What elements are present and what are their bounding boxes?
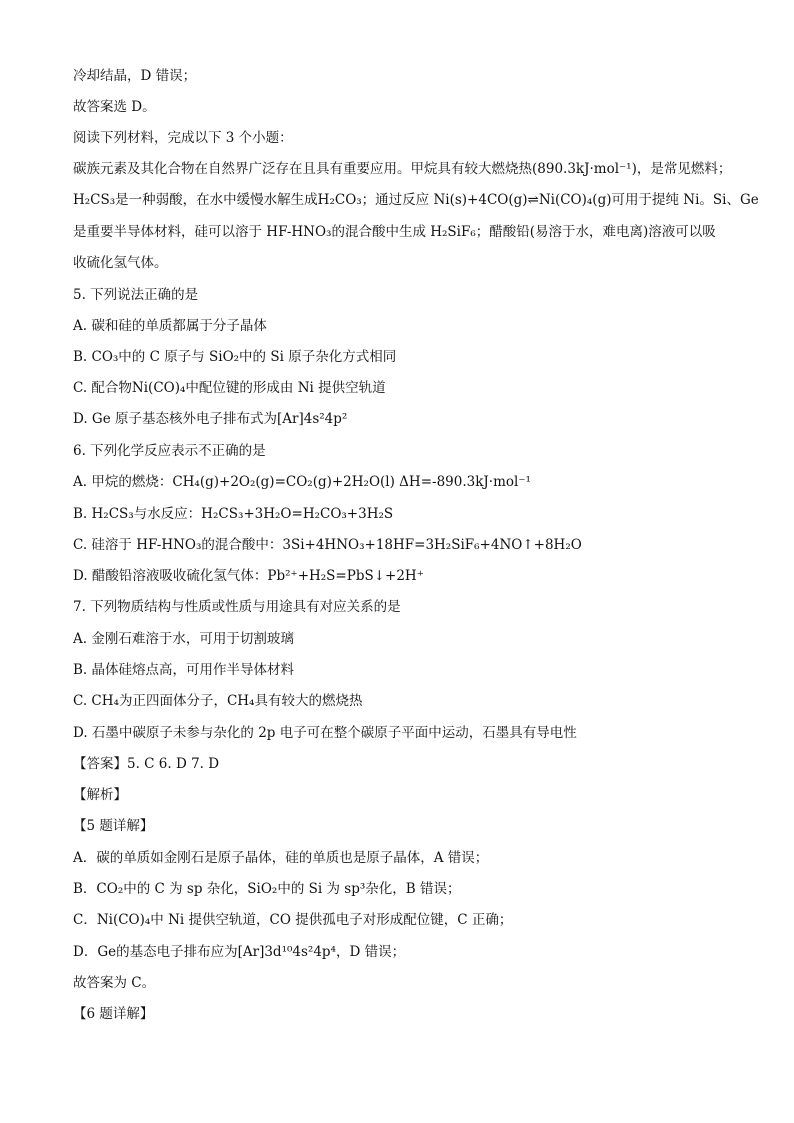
text-line: 故答案选 D。 bbox=[73, 99, 156, 115]
explanation-line: C．Ni(CO)₄中 Ni 提供空轨道，CO 提供孤电子对形成配位键，C 正确； bbox=[73, 912, 513, 928]
option-line: A. 碳和硅的单质都属于分子晶体 bbox=[73, 318, 267, 334]
option-line: D. 醋酸铅溶液吸收硫化氢气体：Pb²⁺+H₂S=PbS↓+2H⁺ bbox=[73, 568, 424, 584]
explanation-line: B．CO₂中的 C 为 sp 杂化，SiO₂中的 Si 为 sp³杂化，B 错误； bbox=[73, 881, 461, 897]
text-line: 冷却结晶，D 错误； bbox=[73, 68, 197, 84]
option-line: B. H₂CS₃与水反应：H₂CS₃+3H₂O=H₂CO₃+3H₂S bbox=[73, 506, 394, 522]
text-line: 是重要半导体材料，硅可以溶于 HF-HNO₃的混合酸中生成 H₂SiF₆；醋酸铅(易溶于水，难电离)溶液可以吸 bbox=[73, 224, 716, 240]
option-line: B. CO₃中的 C 原子与 SiO₂中的 Si 原子杂化方式相同 bbox=[73, 349, 397, 365]
option-line: D. Ge 原子基态核外电子排布式为[Ar]4s²4p² bbox=[73, 411, 348, 427]
text-line: 碳族元素及其化合物在自然界广泛存在且具有重要应用。甲烷具有较大燃烧热(890.3kJ·mol⁻¹)，是常见燃料； bbox=[73, 161, 732, 177]
option-line: D. 石墨中碳原子未参与杂化的 2p 电子可在整个碳原子平面中运动，石墨具有导电性 bbox=[73, 725, 577, 741]
option-line: C. 硅溶于 HF-HNO₃的混合酸中：3Si+4HNO₃+18HF=3H₂SiF₆+4NO↑+8H₂O bbox=[73, 537, 582, 553]
option-line: B. 晶体硅熔点高，可用作半导体材料 bbox=[73, 662, 295, 678]
section-heading: 【5 题详解】 bbox=[73, 818, 154, 834]
option-line: C. CH₄为正四面体分子，CH₄具有较大的燃烧热 bbox=[73, 693, 363, 709]
text-line: 阅读下列材料，完成以下 3 个小题： bbox=[73, 130, 293, 146]
question-stem: 7. 下列物质结构与性质或性质与用途具有对应关系的是 bbox=[73, 599, 401, 615]
question-stem: 5. 下列说法正确的是 bbox=[73, 287, 199, 303]
explanation-line: A．碳的单质如金刚石是原子晶体，硅的单质也是原子晶体，A 错误； bbox=[73, 850, 489, 866]
option-line: C. 配合物Ni(CO)₄中配位键的形成由 Ni 提供空轨道 bbox=[73, 380, 386, 396]
question-stem: 6. 下列化学反应表示不正确的是 bbox=[73, 443, 266, 459]
explanation-line: 故答案为 C。 bbox=[73, 975, 156, 991]
text-line: H₂CS₃是一种弱酸，在水中缓慢水解生成H₂CO₃；通过反应 Ni(s)+4CO(g)⇌Ni(CO)₄(g)可用于提纯 Ni。Si、Ge bbox=[73, 192, 759, 208]
text-line: 收硫化氢气体。 bbox=[73, 255, 168, 271]
analysis-heading: 【解析】 bbox=[73, 787, 127, 803]
section-heading: 【6 题详解】 bbox=[73, 1006, 154, 1022]
option-line: A. 金刚石难溶于水，可用于切割玻璃 bbox=[73, 631, 294, 647]
explanation-line: D．Ge的基态电子排布应为[Ar]3d¹⁰4s²4p⁴，D 错误； bbox=[73, 944, 406, 960]
answer-line: 【答案】5. C 6. D 7. D bbox=[73, 756, 220, 772]
option-line: A. 甲烷的燃烧：CH₄(g)+2O₂(g)=CO₂(g)+2H₂O(l) ΔH=-890.3kJ·mol⁻¹ bbox=[73, 474, 531, 490]
